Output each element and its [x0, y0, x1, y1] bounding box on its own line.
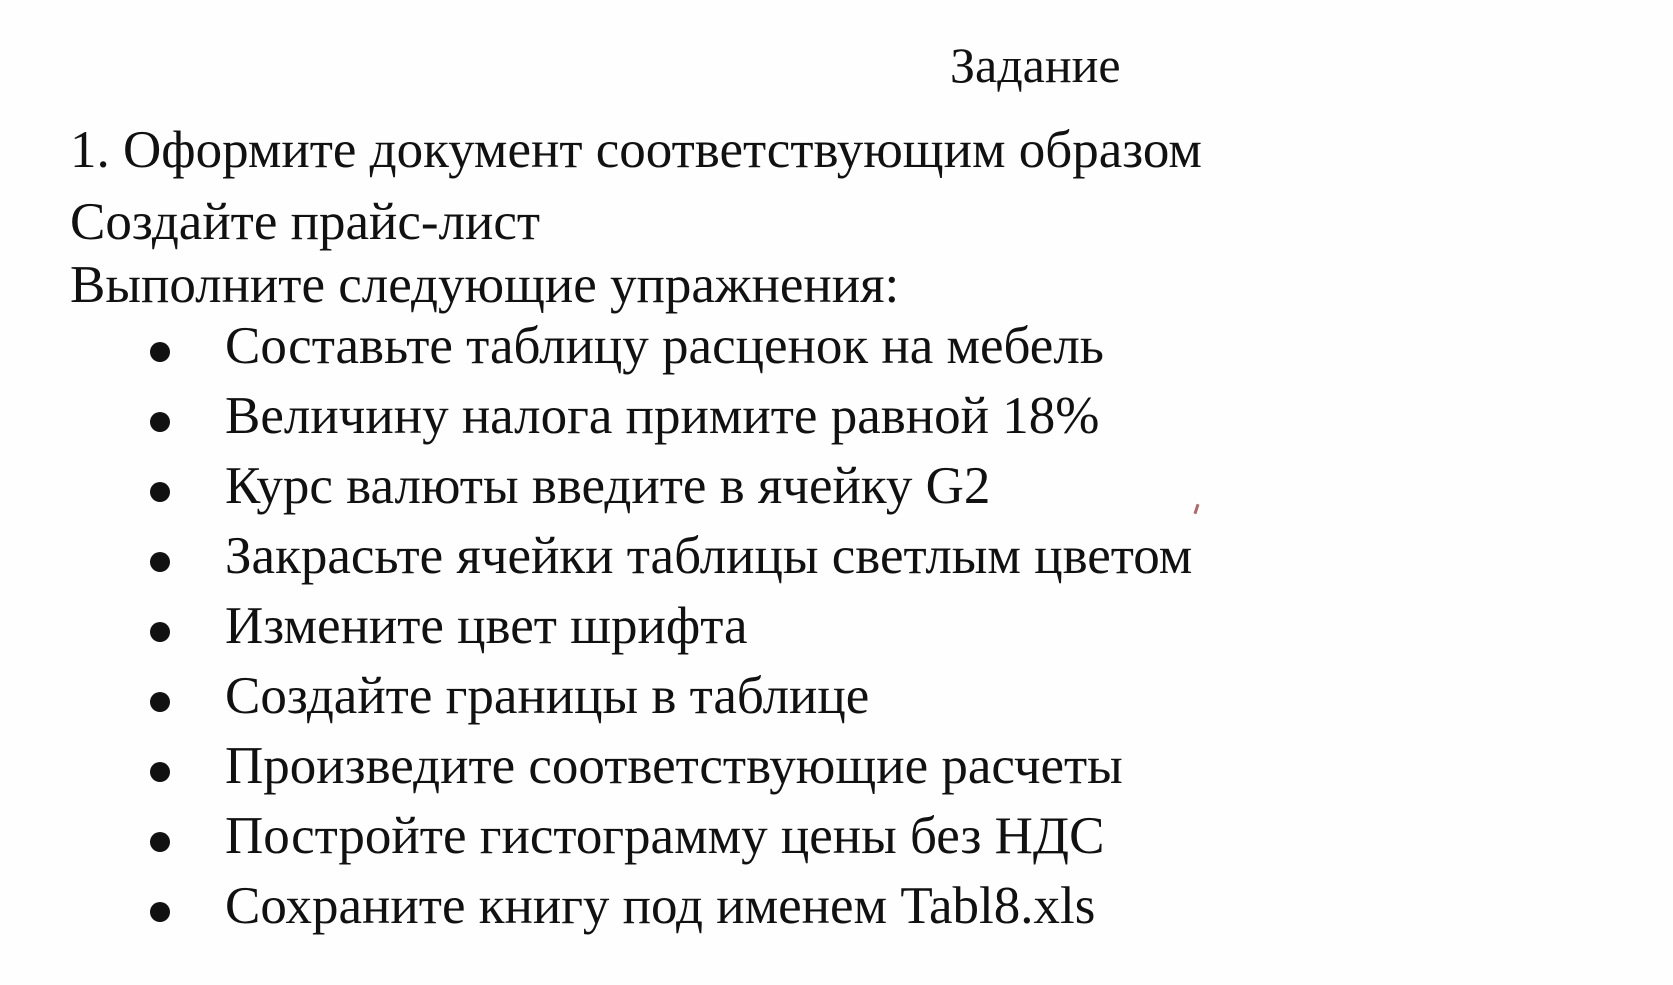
exercise-text: Закрасьте ячейки таблицы светлым цветом [225, 527, 1193, 585]
exercise-text: Курс валюты введите в ячейку G2 [225, 457, 991, 515]
bullet-icon [150, 552, 170, 572]
bullet-icon [150, 832, 170, 852]
exercise-text: Измените цвет шрифта [225, 597, 748, 655]
exercise-text: Постройте гистограмму цены без НДС [225, 807, 1105, 865]
bullet-icon [150, 622, 170, 642]
bullet-icon [150, 762, 170, 782]
document-title: Задание [950, 37, 1121, 93]
exercise-text: Составьте таблицу расценок на мебель [225, 317, 1104, 375]
exercise-text: Величину налога примите равной 18% [225, 387, 1100, 445]
instruction-line-1: 1. Оформите документ соответствующим образом [70, 121, 1202, 179]
scan-speck [1194, 504, 1200, 514]
instruction-line-3: Выполните следующие упражнения: [70, 256, 900, 314]
exercise-text: Произведите соответствующие расчеты [225, 737, 1123, 795]
bullet-icon [150, 342, 170, 362]
bullet-icon [150, 482, 170, 502]
bullet-icon [150, 412, 170, 432]
bullet-icon [150, 692, 170, 712]
instruction-line-2: Создайте прайс-лист [70, 193, 541, 251]
bullet-icon [150, 902, 170, 922]
exercise-text: Сохраните книгу под именем Tabl8.xls [225, 877, 1096, 935]
exercise-text: Создайте границы в таблице [225, 667, 870, 725]
